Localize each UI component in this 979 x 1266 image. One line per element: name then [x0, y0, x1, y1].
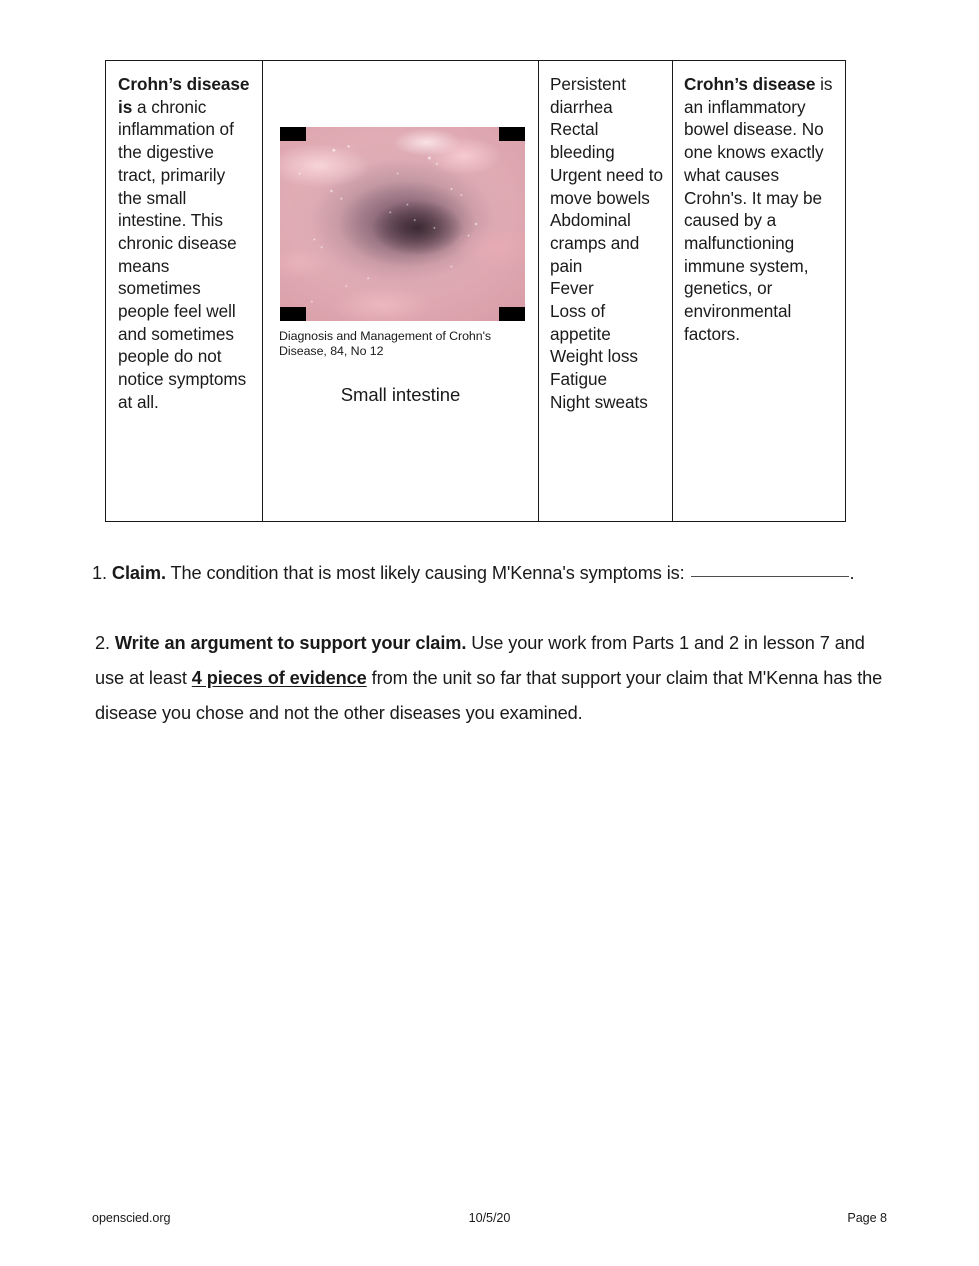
- endoscopy-corner-mask: [499, 127, 525, 141]
- question-1: [92, 556, 892, 591]
- question-1-label: Claim.: [111, 563, 166, 583]
- symptoms-cell-content: [539, 61, 672, 422]
- question-1-period: .: [849, 563, 855, 583]
- definition-text: [118, 73, 252, 414]
- definition-cell-content: [106, 61, 262, 422]
- list-item: Persistent diarrhea: [550, 74, 626, 117]
- explanation-cell-content: [673, 61, 845, 353]
- endoscopy-image: [280, 127, 525, 321]
- table-cell-explanation: [673, 61, 846, 522]
- footer-date: 10/5/20: [468, 1211, 511, 1225]
- footer-page-number: Page 8: [847, 1211, 887, 1225]
- definition-term: Crohn’s disease: [118, 74, 250, 94]
- footer-source: openscied.org: [92, 1211, 171, 1225]
- question-1-number: 1.: [92, 563, 112, 583]
- definition-verb: is: [118, 96, 133, 117]
- explanation-text: [684, 73, 837, 345]
- question-2-text-a: Use your work from Parts 1 and 2 in lesson 7 and use at least: [95, 633, 865, 688]
- endoscopy-corner-mask: [499, 307, 525, 321]
- question-2-label: Write an argument to support your claim.: [114, 633, 467, 653]
- claim-answer-blank[interactable]: [691, 576, 849, 577]
- table-cell-symptoms: [539, 61, 673, 522]
- image-caption: Diagnosis and Management of Crohn's Disease, 84, No 12: [279, 329, 492, 358]
- list-item: Fatigue: [550, 369, 607, 390]
- explanation-body: is an inflammatory bowel disease. No one knows exactly what causes Crohn's. It may be caused by a malfunctioning immune system, genetics, or environmental factors.: [684, 74, 833, 344]
- question-2-text-b: from the unit so far that support your claim that M'Kenna has the disease you chose and not the other diseases you examined.: [95, 668, 883, 723]
- symptoms-list: [550, 73, 666, 414]
- table-cell-definition: [106, 61, 263, 522]
- table-row: [106, 61, 846, 522]
- image-label: Small intestine: [340, 384, 461, 405]
- crohns-info-table: [105, 60, 846, 522]
- question-1-text: The condition that is most likely causing M'Kenna's symptoms is:: [165, 563, 690, 583]
- list-item: Fever: [550, 278, 594, 299]
- question-2: [95, 626, 885, 731]
- list-item: Abdominal cramps and pain: [550, 210, 640, 276]
- list-item: Night sweats: [550, 391, 648, 412]
- table-cell-image: [263, 61, 539, 522]
- list-item: Urgent need to move bowels: [550, 164, 664, 208]
- endoscopy-corner-mask: [280, 307, 306, 321]
- endoscopy-corner-mask: [280, 127, 306, 141]
- list-item: Loss of appetite: [550, 301, 611, 344]
- page-footer: [92, 1211, 887, 1225]
- image-cell-content: [263, 61, 538, 521]
- definition-body: a chronic inflammation of the digestive tract, primarily the small intestine. This chronic disease means sometimes people feel well and sometimes people do not notice symptoms at all.: [118, 96, 247, 412]
- explanation-term: Crohn’s disease: [684, 74, 816, 94]
- endoscopy-vignette: [280, 127, 525, 321]
- question-2-emphasis: 4 pieces of evidence: [191, 668, 367, 688]
- question-2-number: 2.: [95, 633, 115, 653]
- list-item: Rectal bleeding: [550, 119, 615, 163]
- list-item: Weight loss: [550, 346, 638, 367]
